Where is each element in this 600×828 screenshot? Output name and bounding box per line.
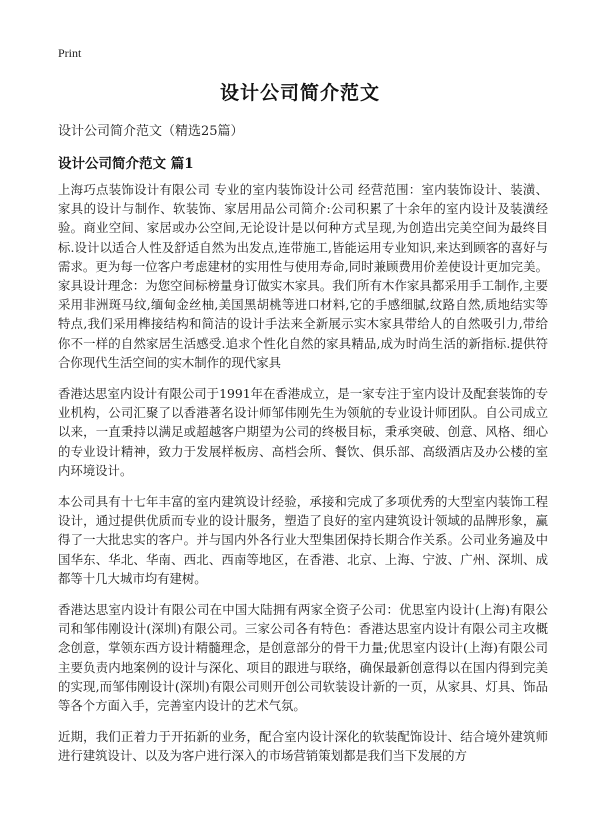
- paragraph-1: 上海巧点装饰设计有限公司 专业的室内装饰设计公司 经营范围：室内装饰设计、装潢、家具的设计与制作、软装饰、家居用品公司简介:公司积累了十余年的室内设计及装潢经验。商业空间、家居或办公空间,无论设计是以何种方式呈现,为创造出完美空间为最终目标.设计以适合人性及舒适自然为出发点,连带施工,皆能运用专业知识,来达到顾客的喜好与需求。更为每一位客户考虑建材的实用性与使用寿命,同时兼顾费用价差使设计更加完美。 家具设计理念：为您空间标榜量身订做实木家具。我们所有木作家具都采用手工制作,主要采用非洲斑马纹,缅甸金丝柚,美国黑胡桃等进口材料,它的手感细腻,纹路自然,质地结实等特点,我们采用榫接结构和简洁的设计手法来全新展示实木家具带给人的自然吸引力,带给你不一样的自然家居生活感受.追求个性化自然的家具精品,成为时尚生活的新指标.提供符合你现代生活空间的实木制作的现代家具: [58, 182, 548, 370]
- paragraph-3: 本公司具有十七年丰富的室内建筑设计经验，承接和完成了多项优秀的大型室内装饰工程设计，通过提供优质而专业的设计服务，塑造了良好的室内建筑设计领域的品牌形象，赢得了一大批忠实的客户。并与国内外各行业大型集团保持长期合作关系。公司业务遍及中国华东、华北、华南、西北、西南等地区，在香港、北京、上海、宁波、广州、深圳、成都等十几大城市均有建树。: [58, 494, 548, 586]
- paragraph-4: 香港达思室内设计有限公司在中国大陆拥有两家全资子公司：优思室内设计(上海)有限公司和邹伟刚设计(深圳)有限公司。三家公司各有特色：香港达思室内设计有限公司主攻概念创意，掌领东西方设计精髓理念，是创意部分的骨干力量;优思室内设计(上海)有限公司主要负责内地案例的设计与深化、项目的跟进与联络，确保最新创意得以在国内得到完美的实现,而邹伟刚设计(深圳)有限公司则开创公司软装设计新的一页，从家具、灯具、饰品等各个方面入手，完善室内设计的艺术气氛。: [58, 602, 548, 714]
- document-subtitle: 设计公司简介范文（精选25篇）: [58, 124, 244, 139]
- document-body: [58, 180, 548, 778]
- print-label: Print: [58, 46, 82, 60]
- section-heading: 设计公司简介范文 篇1: [58, 156, 194, 172]
- paragraph-5: 近期，我们正着力于开拓新的业务，配合室内设计深化的软装配饰设计、结合境外建筑师进行建筑设计、以及为客户进行深入的市场营销策划都是我们当下发展的方: [58, 729, 548, 764]
- document-title: 设计公司简介范文: [219, 82, 380, 104]
- paragraph-2: 香港达思室内设计有限公司于1991年在香港成立，是一家专注于室内设计及配套装饰的专业机构，公司汇聚了以香港著名设计师邹伟刚先生为领航的专业设计师团队。自公司成立以来，一直秉持以满足或超越客户期望为公司的终极目标，秉承突破、创意、风格、细心的专业设计精神，致力于发展样板房、高档会所、餐饮、俱乐部、高级酒店及办公楼的室内环境设计。: [58, 386, 548, 478]
